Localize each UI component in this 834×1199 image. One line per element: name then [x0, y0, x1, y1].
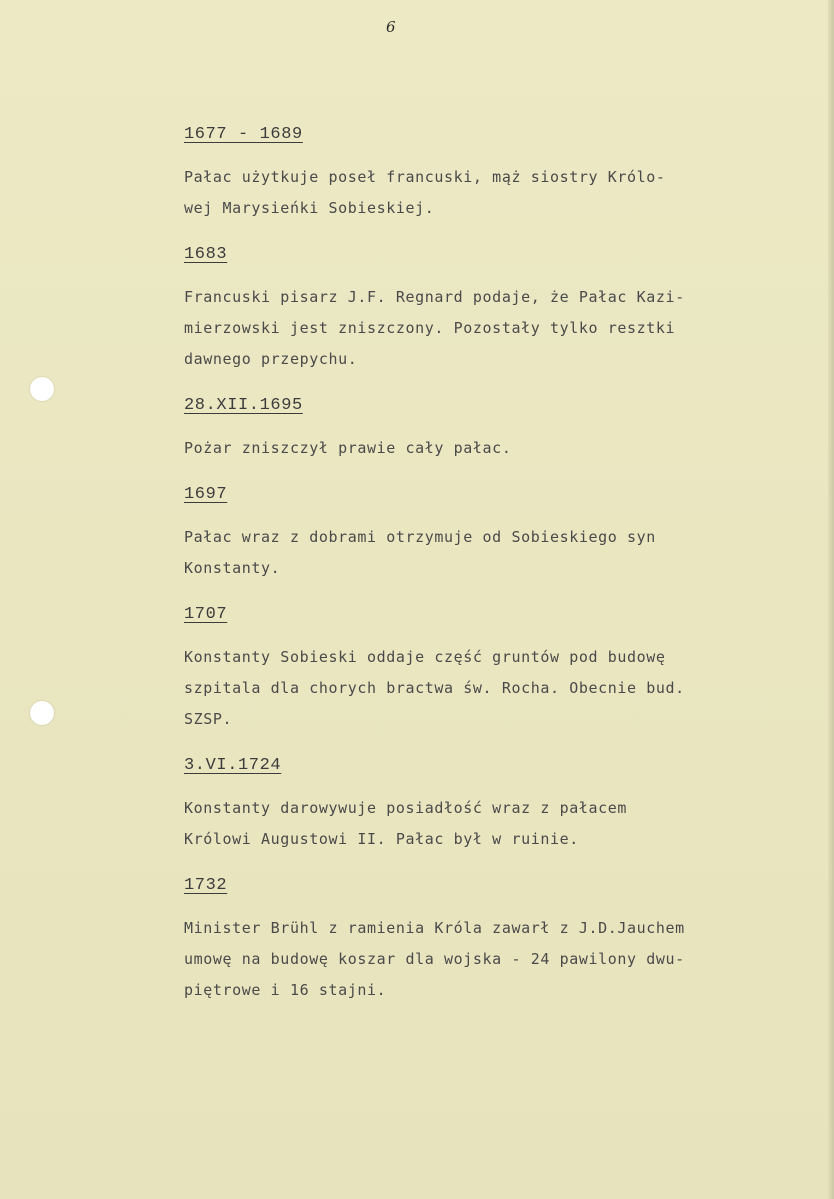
paper-edge: [828, 0, 834, 1199]
text-line: piętrowe i 16 stajni.: [184, 981, 387, 999]
entry-text: [184, 793, 754, 855]
entry-text: [184, 522, 754, 584]
entry-date: 1683: [184, 245, 228, 264]
text-line: Konstanty darowywuje posiadłość wraz z pałacem: [184, 799, 628, 817]
entry-text: [184, 642, 754, 735]
text-line: Pałac wraz z dobrami otrzymuje od Sobieskiego syn: [184, 528, 656, 546]
entry-text: [184, 913, 754, 1006]
chronology-entry: [184, 242, 754, 375]
entry-date: 3.VI.1724: [184, 756, 282, 775]
punch-hole: [30, 701, 54, 725]
text-line: Minister Brühl z ramienia Króla zawarł z J.D.Jauchem: [184, 919, 685, 937]
punch-hole: [30, 377, 54, 401]
text-line: dawnego przepychu.: [184, 350, 358, 368]
chronology-entry: [184, 602, 754, 735]
entry-text: [184, 433, 754, 464]
chronology-entry: [184, 482, 754, 584]
text-line: Królowi Augustowi II. Pałac był w ruinie.: [184, 830, 579, 848]
page-number: 6: [386, 18, 396, 36]
text-line: szpitala dla chorych bractwa św. Rocha. Obecnie bud.: [184, 679, 685, 697]
entry-date: 1677 - 1689: [184, 125, 303, 144]
text-line: umowę na budowę koszar dla wojska - 24 pawilony dwu-: [184, 950, 685, 968]
entry-text: [184, 162, 754, 224]
chronology-list: [184, 122, 754, 1024]
entry-date: 1707: [184, 605, 228, 624]
chronology-entry: [184, 873, 754, 1006]
chronology-entry: [184, 393, 754, 464]
text-line: Pałac użytkuje poseł francuski, mąż siostry Królo-: [184, 168, 666, 186]
chronology-entry: [184, 122, 754, 224]
entry-text: [184, 282, 754, 375]
entry-date: 28.XII.1695: [184, 396, 303, 415]
chronology-entry: [184, 753, 754, 855]
text-line: Konstanty.: [184, 559, 281, 577]
entry-date: 1697: [184, 485, 228, 504]
text-line: Pożar zniszczył prawie cały pałac.: [184, 439, 512, 457]
text-line: Konstanty Sobieski oddaje część gruntów pod budowę: [184, 648, 666, 666]
text-line: Francuski pisarz J.F. Regnard podaje, że Pałac Kazi-: [184, 288, 685, 306]
text-line: wej Marysieńki Sobieskiej.: [184, 199, 435, 217]
text-line: SZSP.: [184, 710, 233, 728]
text-line: mierzowski jest zniszczony. Pozostały tylko resztki: [184, 319, 676, 337]
entry-date: 1732: [184, 876, 228, 895]
